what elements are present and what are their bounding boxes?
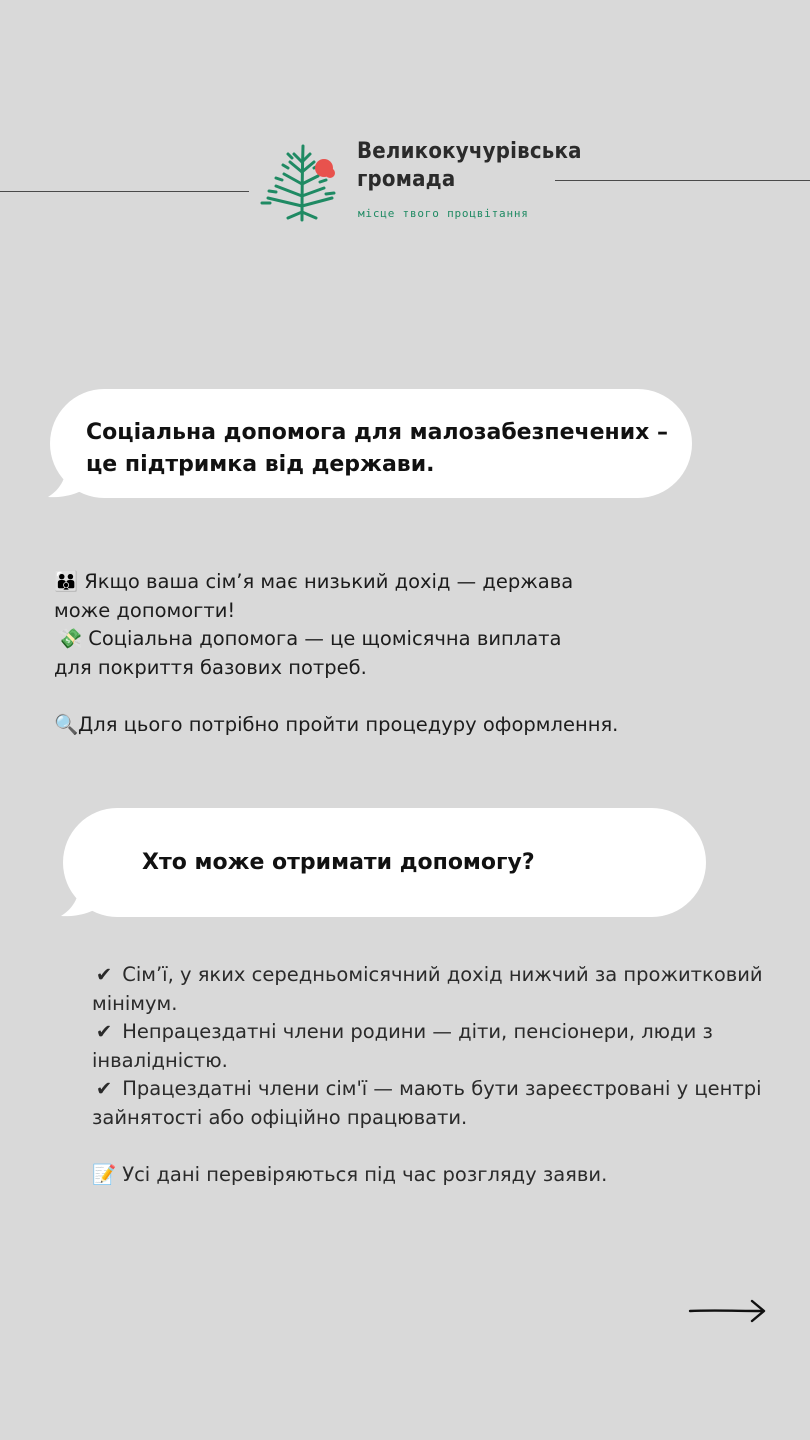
criteria-item-3-line-1: Працездатні члени сім'ї — мають бути зареєстровані у центрі: [122, 1077, 762, 1100]
family-icon: 👪: [54, 570, 79, 593]
intro-heading-line2: це підтримка від держави.: [86, 452, 435, 477]
intro-heading-line1: Соціальна допомога для малозабезпечених –: [86, 420, 669, 445]
tree-logo-icon: [258, 140, 350, 222]
eligibility-list: [92, 961, 763, 1189]
intro-paragraph: [54, 568, 618, 739]
intro-line-4: для покриття базових потреб.: [54, 655, 367, 679]
community-name-line2: громада: [357, 167, 456, 192]
money-icon: 💸: [58, 627, 83, 650]
header-line-left: [0, 191, 249, 192]
check-icon: ✔: [95, 1020, 113, 1043]
intro-line-5: Для цього потрібно пройти процедуру оформлення.: [78, 712, 619, 736]
criteria-item-2-line-1: Непрацездатні члени родини — діти, пенсіонери, люди з: [122, 1020, 713, 1043]
intro-line-2: може допомогти!: [54, 598, 236, 622]
header-line-right: [555, 180, 810, 181]
search-icon: 🔍: [54, 712, 79, 736]
intro-heading: [86, 417, 686, 481]
check-icon: ✔: [95, 1077, 113, 1100]
eligibility-heading: Хто може отримати допомогу?: [142, 850, 535, 875]
community-name: [357, 138, 587, 194]
criteria-note: Усі дані перевіряються під час розгляду заяви.: [122, 1162, 608, 1186]
speech-bubble-tail: [59, 889, 119, 919]
criteria-item-1-line-2: мінімум.: [92, 991, 178, 1015]
intro-line-1: Якщо ваша сім’я має низький дохід — держава: [84, 570, 574, 593]
criteria-item-3-line-2: зайнятості або офіційно працювати.: [92, 1105, 468, 1129]
community-name-line1: Великокучурівська: [357, 139, 582, 164]
check-icon: ✔: [95, 963, 113, 986]
criteria-item-2-line-2: інвалідністю.: [92, 1048, 228, 1072]
intro-line-3: Соціальна допомога — це щомісячна виплата: [88, 627, 562, 650]
criteria-item-1-line-1: Сім’ї, у яких середньомісячний дохід нижчий за прожитковий: [122, 963, 763, 986]
community-tagline: місце твого процвітання: [358, 207, 529, 220]
memo-icon: 📝: [92, 1162, 117, 1186]
arrow-right-icon[interactable]: [688, 1298, 768, 1324]
